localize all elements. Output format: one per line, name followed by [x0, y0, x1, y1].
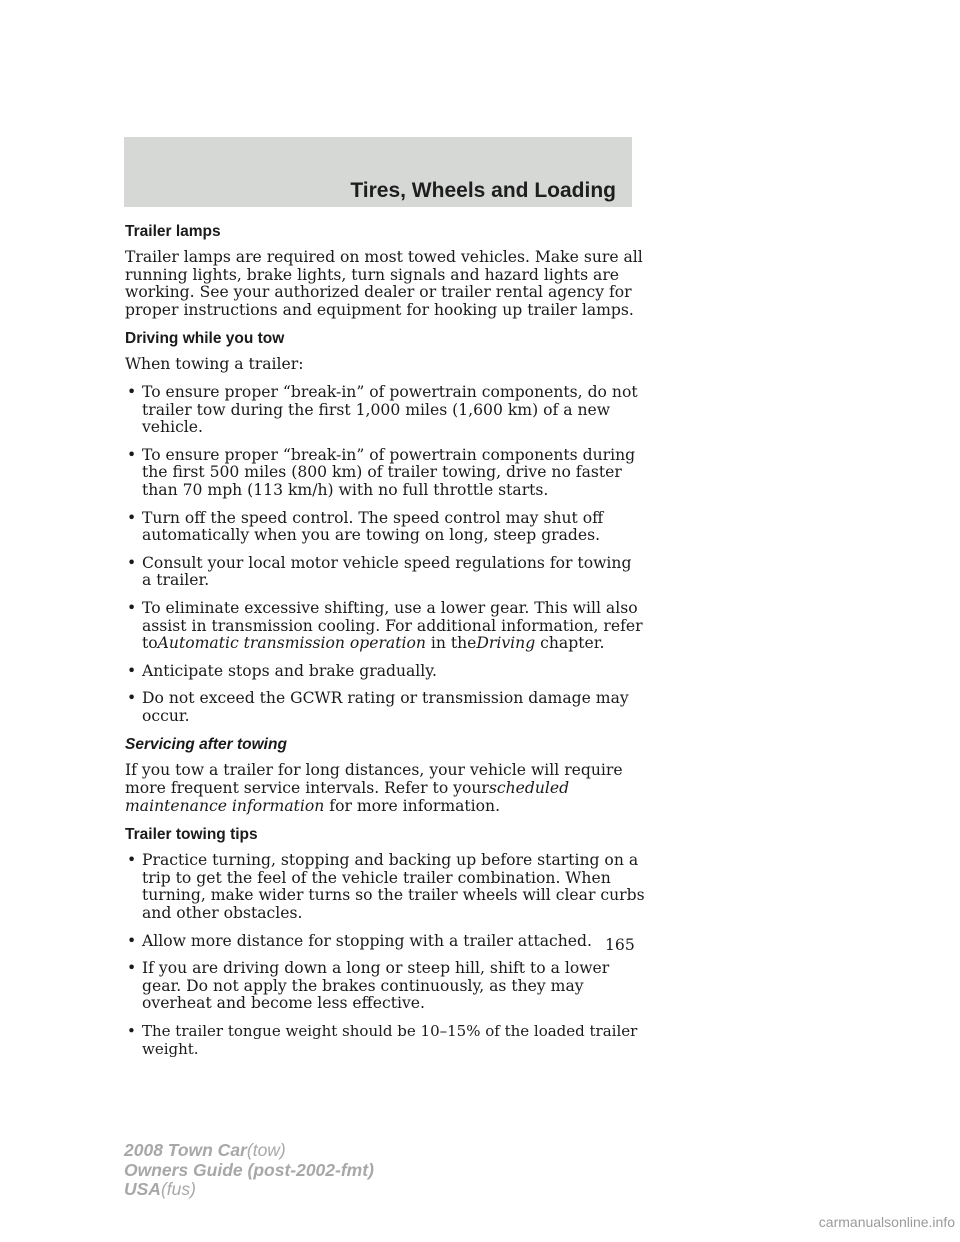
reference-driving-chapter: Driving [476, 634, 536, 653]
heading-trailer-towing-tips: Trailer towing tips [125, 826, 258, 844]
list-driving-tips [125, 384, 645, 726]
footer-market: USA [124, 1179, 161, 1199]
bullet-icon: • [127, 598, 137, 617]
list-item-text: chapter. [540, 634, 605, 653]
bullet-icon: • [127, 851, 137, 870]
reference-automatic-transmission: Automatic transmission operation [157, 634, 426, 653]
list-item [125, 1023, 645, 1058]
list-item-text: Consult your local motor vehicle speed regulations for towing a trailer. [142, 553, 632, 590]
list-item-text: If you are driving down a long or steep hill, shift to a lower gear. Do not apply the brakes continuously, as they may overheat and become less effective. [142, 959, 610, 1013]
bullet-icon: • [127, 1022, 136, 1040]
section-driving-while-tow [125, 330, 645, 725]
list-item [125, 663, 645, 681]
bullet-icon: • [127, 508, 137, 527]
document-footer [124, 1141, 374, 1200]
bullet-icon: • [127, 661, 137, 680]
paragraph-text: If you tow a trailer for long distances, your vehicle will require more frequent service intervals. Refer to your [125, 761, 623, 798]
paragraph-servicing [125, 762, 645, 815]
footer-code: (fus) [160, 1179, 196, 1199]
footer-model: 2008 Town Car [124, 1140, 247, 1160]
footer-code: (tow) [246, 1140, 286, 1160]
list-item-text: Turn off the speed control. The speed control may shut off automatically when you are towing on long, steep grades. [142, 508, 604, 545]
list-item [125, 384, 645, 437]
bullet-icon: • [127, 445, 137, 464]
page-content [125, 223, 645, 1069]
bullet-icon: • [127, 931, 137, 950]
list-item [125, 690, 645, 725]
section-header-band [124, 137, 632, 207]
list-item-text: Do not exceed the GCWR rating or transmission damage may occur. [142, 689, 629, 725]
list-item-text: To eliminate excessive shifting, use a lower gear. This will also assist in transmission cooling. For additional information, refer to [142, 598, 643, 653]
list-item-text: Anticipate stops and brake gradually. [142, 661, 437, 680]
list-item [125, 933, 645, 951]
bullet-icon: • [127, 382, 137, 401]
list-item-text: Allow more distance for stopping with a trailer attached. [142, 931, 592, 950]
paragraph-text: for more information. [329, 796, 501, 815]
list-item-text: in the [430, 634, 477, 653]
list-item-text: To ensure proper “break-in” of powertrain components during the first 500 miles (800 km) of trailer towing, drive no faster than 70 mph (113 km/h) with no full throttle starts. [142, 445, 636, 499]
page-number: 165 [605, 936, 635, 954]
footer-line [124, 1161, 374, 1181]
list-item-text: Practice turning, stopping and backing up before starting on a trip to get the feel of the vehicle trailer combination. When turning, make wider turns so the trailer wheels will clear curbs and other obstacles. [142, 851, 645, 923]
list-item [125, 852, 645, 922]
list-towing-tips [125, 852, 645, 1058]
section-trailer-towing-tips [125, 826, 645, 1058]
bullet-icon: • [127, 689, 137, 708]
footer-guide: Owners Guide (post-2002-fmt) [124, 1159, 374, 1180]
footer-line [124, 1180, 374, 1200]
list-item [125, 555, 645, 590]
list-item [125, 510, 645, 545]
reference-scheduled-maintenance: scheduled maintenance information [125, 779, 570, 815]
list-item [125, 960, 645, 1013]
list-item [125, 600, 645, 653]
heading-trailer-lamps: Trailer lamps [125, 223, 221, 240]
section-trailer-lamps [125, 223, 645, 319]
section-title: Tires, Wheels and Loading [350, 179, 616, 202]
bullet-icon: • [127, 959, 137, 978]
heading-driving-while-tow: Driving while you tow [125, 330, 285, 348]
list-item-text: To ensure proper “break-in” of powertrain components, do not trailer tow during the first 1,000 miles (1,600 km) of a new vehicle. [142, 382, 638, 437]
bullet-icon: • [127, 553, 137, 572]
section-servicing-after-towing [125, 736, 645, 815]
heading-servicing-after-towing: Servicing after towing [125, 736, 287, 754]
list-item [125, 447, 645, 500]
paragraph-trailer-lamps: Trailer lamps are required on most towed vehicles. Make sure all running lights, brake lights, turn signals and hazard lights are working. See your authorized dealer or trailer rental agency for proper instructions and equipment for hooking up trailer lamps. [125, 248, 643, 319]
list-item-text: The trailer tongue weight should be 10–15% of the loaded trailer weight. [142, 1022, 638, 1058]
watermark: carmanualsonline.info [818, 1214, 955, 1230]
footer-line [124, 1141, 374, 1161]
paragraph-driving-intro: When towing a trailer: [125, 355, 304, 374]
